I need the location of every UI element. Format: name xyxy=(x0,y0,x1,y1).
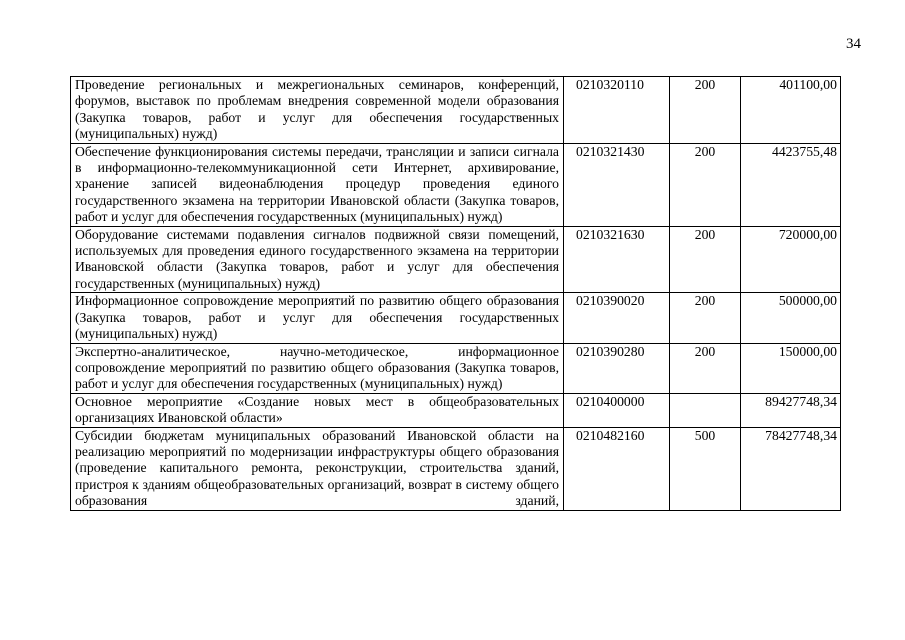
row-expense-type-cell: 200 xyxy=(670,143,741,226)
row-code-cell: 0210320110 xyxy=(564,77,670,144)
table-row xyxy=(71,343,841,393)
row-expense-type-cell: 200 xyxy=(670,226,741,293)
table-row xyxy=(71,293,841,343)
page-number: 34 xyxy=(846,36,861,52)
row-sum-cell: 4423755,48 xyxy=(741,143,841,226)
row-code-cell: 0210482160 xyxy=(564,427,670,510)
row-name-cell: Информационное сопровождение мероприятий по развитию общего образования (Закупка товаров, работ и услуг для обеспечения государственных (муниципальных) нужд) xyxy=(71,293,564,343)
table-row xyxy=(71,393,841,427)
row-expense-type-cell: 200 xyxy=(670,293,741,343)
row-code-cell: 0210390280 xyxy=(564,343,670,393)
table-row xyxy=(71,77,841,144)
row-expense-type-cell xyxy=(670,393,741,427)
row-sum-cell: 720000,00 xyxy=(741,226,841,293)
row-code-cell: 0210321630 xyxy=(564,226,670,293)
row-name-cell: Экспертно-аналитическое, научно-методическое, информационное сопровождение мероприятий по развитию общего образования (Закупка товаров, работ и услуг для обеспечения государственных (муниципальных) нужд) xyxy=(71,343,564,393)
row-sum-cell: 89427748,34 xyxy=(741,393,841,427)
budget-table xyxy=(70,76,841,511)
row-code-cell: 0210400000 xyxy=(564,393,670,427)
row-code-cell: 0210321430 xyxy=(564,143,670,226)
row-sum-cell: 78427748,34 xyxy=(741,427,841,510)
row-code-cell: 0210390020 xyxy=(564,293,670,343)
row-sum-cell: 150000,00 xyxy=(741,343,841,393)
row-name-cell: Оборудование системами подавления сигналов подвижной связи помещений, используемых для проведения единого государственного экзамена на территории Ивановской области (Закупка товаров, работ и услуг для обеспечения государственных (муниципальных) нужд) xyxy=(71,226,564,293)
row-sum-cell: 401100,00 xyxy=(741,77,841,144)
row-expense-type-cell: 200 xyxy=(670,77,741,144)
row-name-cell: Основное мероприятие «Создание новых мест в общеобразовательных организациях Ивановской области» xyxy=(71,393,564,427)
table-row xyxy=(71,143,841,226)
row-expense-type-cell: 200 xyxy=(670,343,741,393)
row-name-cell: Проведение региональных и межрегиональных семинаров, конференций, форумов, выставок по проблемам внедрения современной модели образования (Закупка товаров, работ и услуг для обеспечения государственных (муниципальных) нужд) xyxy=(71,77,564,144)
row-name-cell: Субсидии бюджетам муниципальных образований Ивановской области на реализацию мероприятий по модернизации инфраструктуры общего образования (проведение капитального ремонта, реконструкции, строительства зданий, пристроя к зданиям общеобразовательных организаций, возврат в систему общего образования зданий, xyxy=(71,427,564,510)
table-row xyxy=(71,427,841,510)
table-row xyxy=(71,226,841,293)
row-sum-cell: 500000,00 xyxy=(741,293,841,343)
row-name-cell: Обеспечение функционирования системы передачи, трансляции и записи сигнала в информационно-телекоммуникационной сети Интернет, архивирование, хранение записей видеонаблюдения процедур проведения единого государственного экзамена на территории Ивановской области (Закупка товаров, работ и услуг для обеспечения государственных (муниципальных) нужд) xyxy=(71,143,564,226)
row-expense-type-cell: 500 xyxy=(670,427,741,510)
